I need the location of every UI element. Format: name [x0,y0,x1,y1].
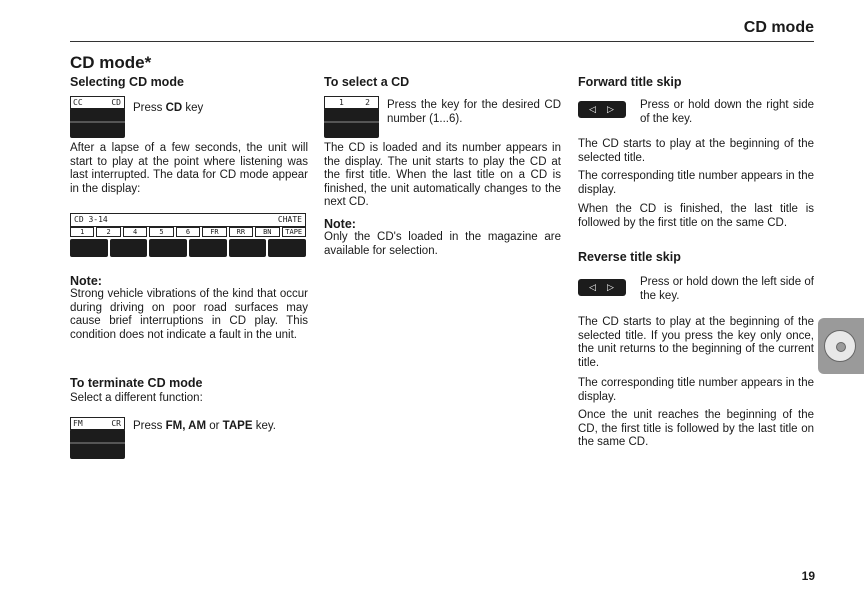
display-cell: 5 [149,227,173,237]
cd-section-thumb-tab [818,318,864,374]
display-top-text: CD 3-14 [74,215,108,224]
header-rule [70,41,814,42]
cd-display-illustration [70,213,306,255]
display-cell: RR [229,227,253,237]
press-cd-instruction: Press CD key [133,102,204,114]
display-top-right: CHATE [277,215,302,224]
reverse-skip-instruction: Press or hold down the left side of the key. [640,276,814,302]
reverse-skip-key-icon [578,279,626,296]
display-cell: TAPE [282,227,306,237]
reverse-skip-p2: The corresponding title number appears in the display. [578,377,814,403]
reverse-skip-p1: The CD starts to play at the beginning of the selected title. If you press the key only once, the unit returns to the beginning of the current title. [578,316,814,369]
skip-right-arrow-icon: ▷ [607,104,614,114]
forward-skip-key-icon [578,101,626,118]
terminate-cd-heading: To terminate CD mode [70,376,203,390]
preset-key [189,239,227,257]
note-heading: Note: [70,274,102,288]
magazine-note: Only the CD's loaded in the magazine are available for selection. [324,231,561,257]
skip-left-arrow-icon: ◁ [589,282,596,292]
display-cell: 4 [123,227,147,237]
cd-intro-paragraph: After a lapse of a few seconds, the unit will start to play at the point where listening was last interrupted. The data for CD mode appear in the display: [70,142,308,195]
forward-skip-p1: The CD starts to play at the beginning of the selected title. [578,138,814,164]
preset-key [70,239,108,257]
forward-skip-heading: Forward title skip [578,75,682,89]
skip-right-arrow-icon: ▷ [607,282,614,292]
select-cd-heading: To select a CD [324,75,410,89]
cd-key-cap-right: CD [111,98,121,107]
forward-skip-instruction: Press or hold down the right side of the key. [640,99,814,125]
cd-disc-icon [824,330,856,362]
preset-key [149,239,187,257]
running-header-title: CD mode [743,19,814,36]
preset-key [110,239,148,257]
forward-skip-p3: When the CD is finished, the last title is followed by the first title on the same CD. [578,203,814,229]
number-key-icon [324,96,379,138]
display-cell: 2 [96,227,120,237]
terminate-text: Select a different function: [70,392,203,404]
select-cd-instruction: Press the key for the desired CD number (1...6). [387,99,561,125]
cd-key-icon [70,96,125,138]
display-cell: FR [202,227,226,237]
press-fm-instruction: Press FM, AM or TAPE key. [133,420,276,432]
reverse-skip-p3: Once the unit reaches the beginning of the CD, the first title is followed by the last title on the same CD. [578,409,814,448]
vibration-note: Strong vehicle vibrations of the kind that occur during driving on poor road surfaces may cause brief interruptions in CD play. This condition does not indicate a fault in the unit. [70,288,308,341]
fm-key-cap-left: FM [73,419,83,428]
selecting-cd-heading: Selecting CD mode [70,75,184,89]
page-number: 19 [801,569,815,583]
preset-key [268,239,306,257]
forward-skip-p2: The corresponding title number appears in the display. [578,170,814,196]
skip-left-arrow-icon: ◁ [589,104,596,114]
note-heading-2: Note: [324,217,356,231]
display-cell: 6 [176,227,200,237]
display-cell: BN [255,227,279,237]
select-cd-body: The CD is loaded and its number appears in the display. The unit starts to play the CD at the first title. When the last title on a CD is finished, the unit automatically changes to the next CD. [324,142,561,208]
preset-key [229,239,267,257]
fm-key-icon [70,417,125,459]
number-key-cap-left: 1 [339,98,344,107]
number-key-cap-right: 2 [365,98,370,107]
reverse-skip-heading: Reverse title skip [578,250,681,264]
cd-key-cap-left: CC [73,98,83,107]
display-cell: 1 [70,227,94,237]
page-title: CD mode* [70,53,152,72]
fm-key-cap-right: CR [111,419,121,428]
